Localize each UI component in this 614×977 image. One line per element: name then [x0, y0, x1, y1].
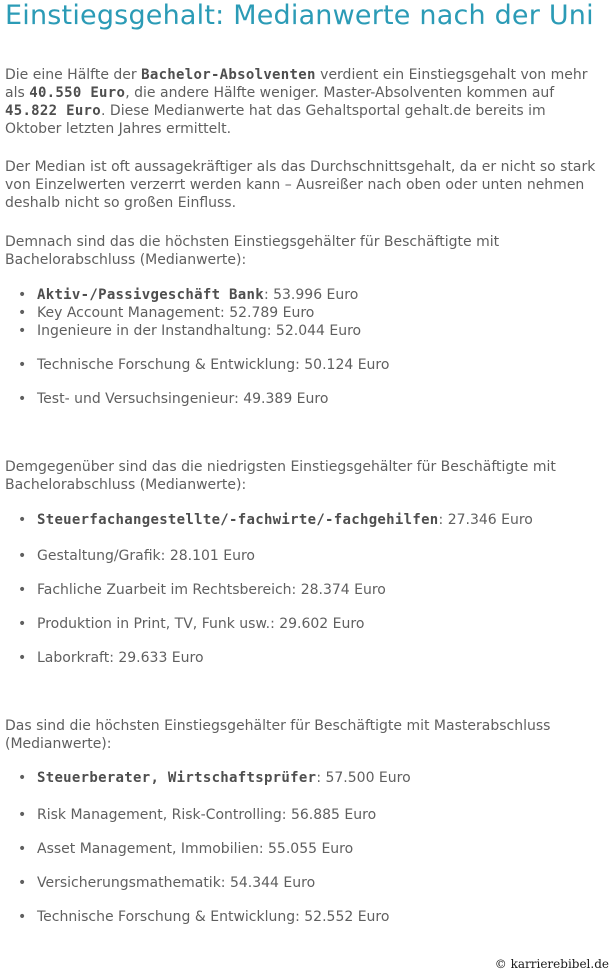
bullet-icon: • [18, 305, 27, 321]
list-item-label: Risk Management, Risk-Controlling: 56.885 Euro [37, 807, 377, 823]
list-item-label: Aktiv-/Passivgeschäft Bank [37, 287, 264, 303]
bullet-icon: • [18, 548, 27, 564]
section-heading-bachelor-high: Demnach sind das die höchsten Einstiegsgehälter für Beschäftigte mit Bachelorabschluss (Medianwerte): [5, 234, 500, 268]
bullet-icon: • [18, 323, 27, 339]
bullet-icon: • [18, 287, 27, 303]
intro-text: verdient ein Einstiegsgehalt von mehr als [5, 67, 588, 101]
list-item [18, 547, 255, 565]
list-item-label: Key Account Management: 52.789 Euro [37, 305, 315, 321]
list-item [18, 806, 376, 824]
list-item [18, 908, 389, 926]
master-median-value: 45.822 Euro [5, 103, 102, 119]
list-item [18, 390, 328, 408]
list-item-label: Versicherungsmathematik: 54.344 Euro [37, 875, 316, 891]
list-item [18, 840, 353, 858]
list-item [18, 356, 389, 374]
bullet-icon: • [18, 582, 27, 598]
list-item-label: Gestaltung/Grafik: 28.101 Euro [37, 548, 255, 564]
intro-text: Die eine Hälfte der [5, 67, 142, 83]
list-item [18, 649, 204, 667]
bullet-icon: • [18, 650, 27, 666]
list-item [18, 511, 533, 529]
intro-text: , die andere Hälfte weniger. Master-Absolventen kommen auf [125, 85, 555, 101]
list-item-label: Steuerfachangestellte/-fachwirte/-fachgehilfen [37, 512, 439, 528]
list-item [18, 304, 314, 322]
bullet-icon: • [18, 909, 27, 925]
list-item-label: Steuerberater, Wirtschaftsprüfer [37, 770, 317, 786]
list-item-label: Technische Forschung & Entwicklung: 52.552 Euro [37, 909, 390, 925]
bullet-icon: • [18, 875, 27, 891]
list-item-label: Asset Management, Immobilien: 55.055 Euro [37, 841, 354, 857]
bullet-icon: • [18, 391, 27, 407]
bullet-icon: • [18, 357, 27, 373]
bullet-icon: • [18, 841, 27, 857]
list-item [18, 322, 361, 340]
list-item-value: : 57.500 Euro [316, 770, 411, 786]
list-item [18, 769, 411, 787]
list-item-label: Fachliche Zuarbeit im Rechtsbereich: 28.374 Euro [37, 582, 386, 598]
list-item-value: : 53.996 Euro [263, 287, 359, 303]
bachelor-highlight: Bachelor-Absolventen [141, 67, 316, 83]
median-explanation: Der Median ist oft aussagekräftiger als das Durchschnittsgehalt, da er nicht so stark von Einzelwerten verzerrt werden kann – Ausreißer nach oben oder unten nehmen deshalb nicht so großen Einfluss. [5, 159, 596, 211]
list-item [18, 874, 315, 892]
list-item [18, 581, 386, 599]
bullet-icon: • [18, 616, 27, 632]
bullet-icon: • [18, 770, 27, 786]
list-item-label: Technische Forschung & Entwicklung: 50.124 Euro [37, 357, 390, 373]
copyright-notice: © karrierebibel.de [494, 957, 609, 971]
section-heading-master-high: Das sind die höchsten Einstiegsgehälter für Beschäftigte mit Masterabschluss (Medianwerte): [5, 718, 551, 752]
intro-text: . Diese Medianwerte hat das Gehaltsportal gehalt.de bereits im Oktober letzten Jahres ermittelt. [5, 103, 546, 137]
list-item-label: Test- und Versuchsingenieur: 49.389 Euro [37, 391, 329, 407]
list-item-label: Ingenieure in der Instandhaltung: 52.044 Euro [37, 323, 362, 339]
list-item-label: Produktion in Print, TV, Funk usw.: 29.602 Euro [37, 616, 365, 632]
list-item-value: : 27.346 Euro [438, 512, 533, 528]
list-item [18, 615, 364, 633]
bullet-icon: • [18, 512, 27, 528]
list-item [18, 286, 358, 304]
page-title: Einstiegsgehalt: Medianwerte nach der Uni [5, 0, 594, 31]
section-heading-bachelor-low: Demgegenüber sind das die niedrigsten Einstiegsgehälter für Beschäftigte mit Bachelorabschluss (Medianwerte): [5, 459, 556, 493]
intro-paragraph [5, 66, 605, 138]
list-item-label: Laborkraft: 29.633 Euro [37, 650, 204, 666]
bachelor-median-value: 40.550 Euro [29, 85, 126, 101]
bullet-icon: • [18, 807, 27, 823]
